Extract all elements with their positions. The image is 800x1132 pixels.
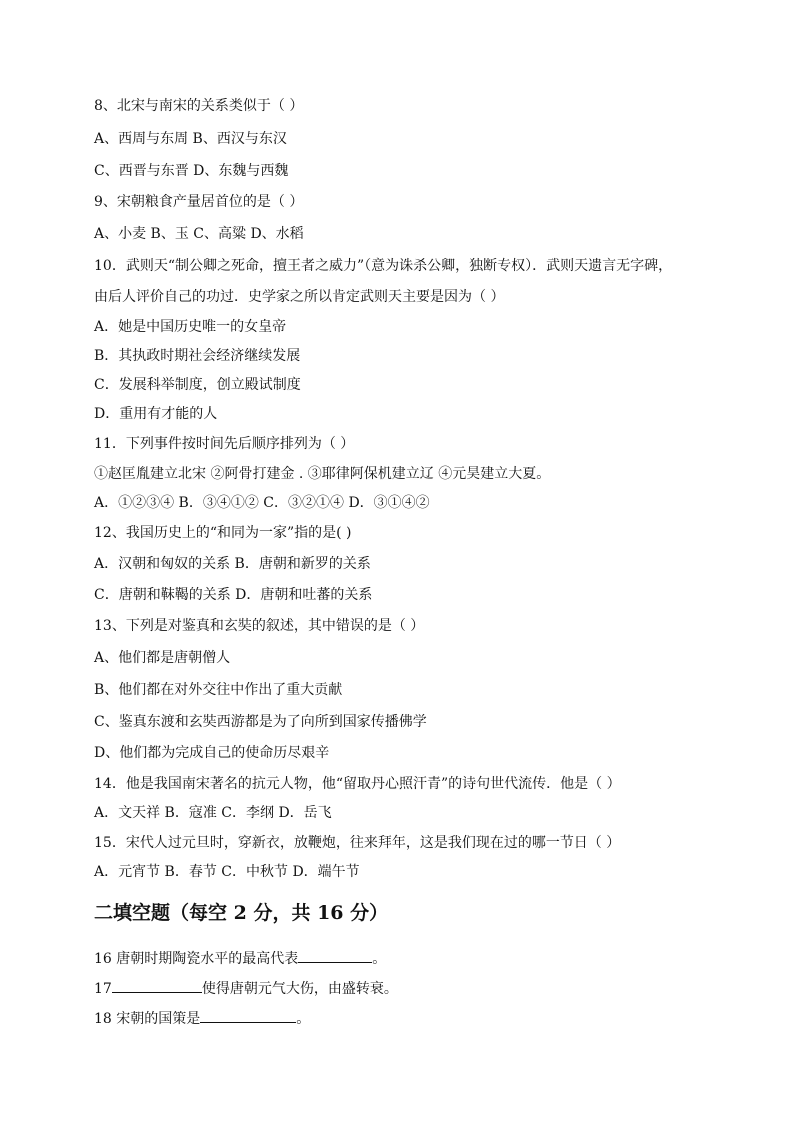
question-12-options-row1: A．汉朝和匈奴的关系 B．唐朝和新罗的关系 [94,556,371,572]
question-14-stem: 14．他是我国南宋著名的抗元人物，他“留取丹心照汗青”的诗句世代流传．他是（ ） [94,776,621,792]
question-8-options-row2: C、西晋与东晋 D、东魏与西魏 [94,163,289,179]
question-15-options: A．元宵节 B．春节 C．中秋节 D．端午节 [94,864,360,880]
question-16-end: 。 [372,951,387,967]
question-13-stem: 13、下列是对鉴真和玄奘的叙述，其中错误的是（ ） [94,618,425,634]
question-10-stem-line1: 10．武则天“制公卿之死命，擅王者之威力”（意为诛杀公卿，独断专权）．武则天遗言无字碑， [94,258,673,274]
question-13-option-b: B、他们都在对外交往中作出了重大贡献 [94,682,343,698]
question-11-stem: 11．下列事件按时间先后顺序排列为（ ） [94,436,355,452]
question-18-text: 18 宋朝的国策是 [94,1011,201,1027]
question-9-stem: 9、宋朝粮食产量居首位的是（ ） [94,194,304,210]
question-10-option-d: D．重用有才能的人 [94,406,218,422]
question-18-end: 。 [296,1011,311,1027]
question-13-option-d: D、他们都为完成自己的使命历尽艰辛 [94,745,330,761]
question-9-options: A、小麦 B、玉 C、高粱 D、水稻 [94,226,304,242]
question-14-options: A．文天祥 B．寇准 C．李纲 D．岳飞 [94,805,332,821]
question-11-events: ①赵匡胤建立北宋 ②阿骨打建金 . ③耶律阿保机建立辽 ④元昊建立大夏。 [94,466,551,482]
question-13-option-a: A、他们都是唐朝僧人 [94,650,231,666]
question-17-number: 17 [94,981,112,997]
section-2-heading: 二填空题（每空 2 分，共 16 分） [94,902,389,924]
question-16-answer-blank[interactable] [298,948,372,963]
question-18-answer-blank[interactable] [200,1008,296,1023]
question-10-option-b: B．其执政时期社会经济继续发展 [94,348,301,364]
question-16-text: 16 唐朝时期陶瓷水平的最高代表 [94,951,299,967]
question-12-options-row2: C．唐朝和靺鞨的关系 D．唐朝和吐蕃的关系 [94,587,373,603]
question-12-stem: 12、我国历史上的“和同为一家”指的是( ) [94,525,352,541]
question-11-options: A．①②③④ B．③④①② C．③②①④ D．③①④② [94,495,430,511]
question-13-option-c: C、鉴真东渡和玄奘西游都是为了向所到国家传播佛学 [94,714,427,730]
question-17 [94,978,398,998]
question-8-stem: 8、北宋与南宋的关系类似于（ ） [94,98,304,114]
question-8-options-row1: A、西周与东周 B、西汉与东汉 [94,131,287,147]
question-10-stem-line2: 由后人评价自己的功过．史学家之所以肯定武则天主要是因为（ ） [94,289,505,305]
question-10-option-a: A．她是中国历史唯一的女皇帝 [94,319,287,335]
question-17-answer-blank[interactable] [112,978,202,993]
question-17-text: 使得唐朝元气大伤，由盛转衰。 [201,981,398,997]
question-18 [94,1008,310,1028]
question-16 [94,948,386,968]
question-15-stem: 15．宋代人过元旦时，穿新衣，放鞭炮，往来拜年，这是我们现在过的哪一节日（ ） [94,835,621,851]
question-10-option-c: C．发展科举制度，创立殿试制度 [94,377,301,393]
